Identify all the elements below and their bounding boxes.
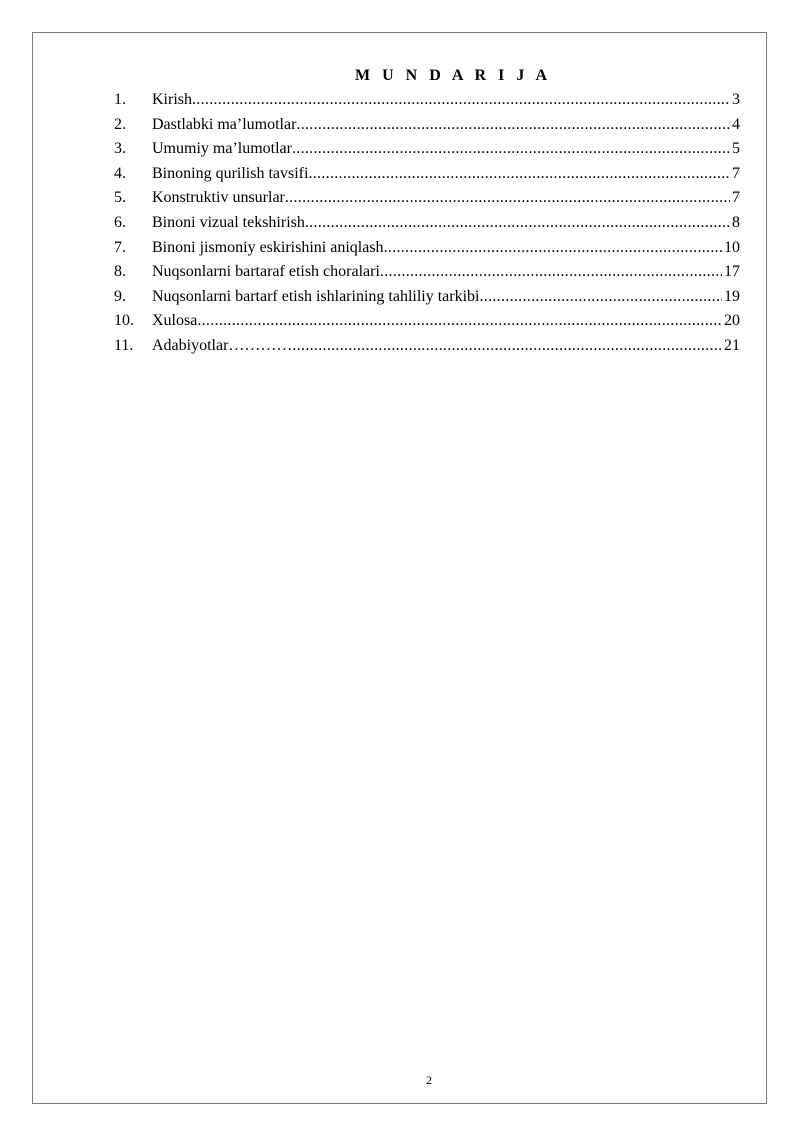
toc-entry-number: 10. — [114, 312, 134, 330]
toc-entry-page: 5 — [732, 140, 740, 158]
toc-entry-title: Xulosa — [152, 312, 198, 330]
toc-title: M U N D A R I J A — [354, 67, 551, 84]
toc-dot-leader — [292, 334, 722, 359]
toc-dot-leader — [479, 285, 722, 310]
toc-entry-number: 8. — [114, 263, 126, 281]
page-number: 2 — [426, 1073, 432, 1087]
toc-entry[interactable] — [114, 186, 740, 211]
toc-dot-leader — [285, 186, 730, 211]
toc-dot-leader — [292, 137, 730, 162]
toc-entry-page: 10 — [724, 238, 740, 256]
toc-entry-page: 3 — [732, 91, 740, 108]
toc-entry-page: 20 — [724, 312, 740, 330]
toc-entry-page: 19 — [724, 287, 740, 305]
toc-entry[interactable] — [114, 88, 740, 113]
toc-entry[interactable] — [114, 137, 740, 162]
toc-entry-number: 3. — [114, 140, 126, 158]
toc-entry-number: 4. — [114, 164, 126, 182]
toc-entry-page: 8 — [732, 213, 740, 231]
toc-entry-title: Konstruktiv unsurlar — [152, 189, 285, 207]
toc-entry-title: Binoni vizual tekshirish — [152, 213, 305, 231]
toc-entry-number: 5. — [114, 189, 126, 207]
toc-entry-title: Nuqsonlarni bartarf etish ishlarining tahliliy tarkibi — [152, 287, 480, 305]
toc-entry-title: Adabiyotlar………… — [152, 336, 293, 354]
toc-dot-leader — [296, 113, 730, 138]
toc-entry-number: 9. — [114, 287, 126, 305]
toc-entry-title: Dastlabki ma’lumotlar — [152, 115, 297, 133]
toc-entry-page: 4 — [732, 115, 740, 133]
toc-entry-page: 21 — [724, 336, 740, 354]
toc-entry[interactable] — [114, 113, 740, 138]
toc-dot-leader — [380, 260, 722, 285]
toc-entry-page: 7 — [732, 189, 740, 207]
toc-entry[interactable] — [114, 236, 740, 261]
table-of-contents — [114, 88, 740, 359]
toc-dot-leader — [308, 162, 730, 187]
toc-entry[interactable] — [114, 162, 740, 187]
toc-entry[interactable] — [114, 260, 740, 285]
toc-entry-number: 2. — [114, 115, 126, 133]
toc-entry[interactable] — [114, 309, 740, 334]
toc-dot-leader — [305, 211, 730, 236]
toc-dot-leader — [197, 309, 722, 334]
toc-entry-title: Umumiy ma’lumotlar — [152, 140, 292, 158]
toc-entry-page: 7 — [732, 164, 740, 182]
toc-entry-title: Nuqsonlarni bartaraf etish choralari — [152, 263, 380, 281]
toc-dot-leader — [192, 88, 730, 113]
toc-entry-title: Binoni jismoniy eskirishini aniqlash — [152, 238, 384, 256]
toc-entry-number: 6. — [114, 213, 126, 231]
toc-dot-leader — [384, 236, 722, 261]
toc-entry[interactable] — [114, 211, 740, 236]
toc-entry-number: 11. — [114, 336, 134, 354]
toc-entry-number: 1. — [114, 91, 126, 108]
toc-entry[interactable] — [114, 334, 740, 359]
toc-entry-page: 17 — [724, 263, 740, 281]
toc-entry-title: Kirish — [152, 91, 192, 108]
toc-entry[interactable] — [114, 285, 740, 310]
toc-entry-number: 7. — [114, 238, 126, 256]
toc-entry-title: Binoning qurilish tavsifi — [152, 164, 309, 182]
